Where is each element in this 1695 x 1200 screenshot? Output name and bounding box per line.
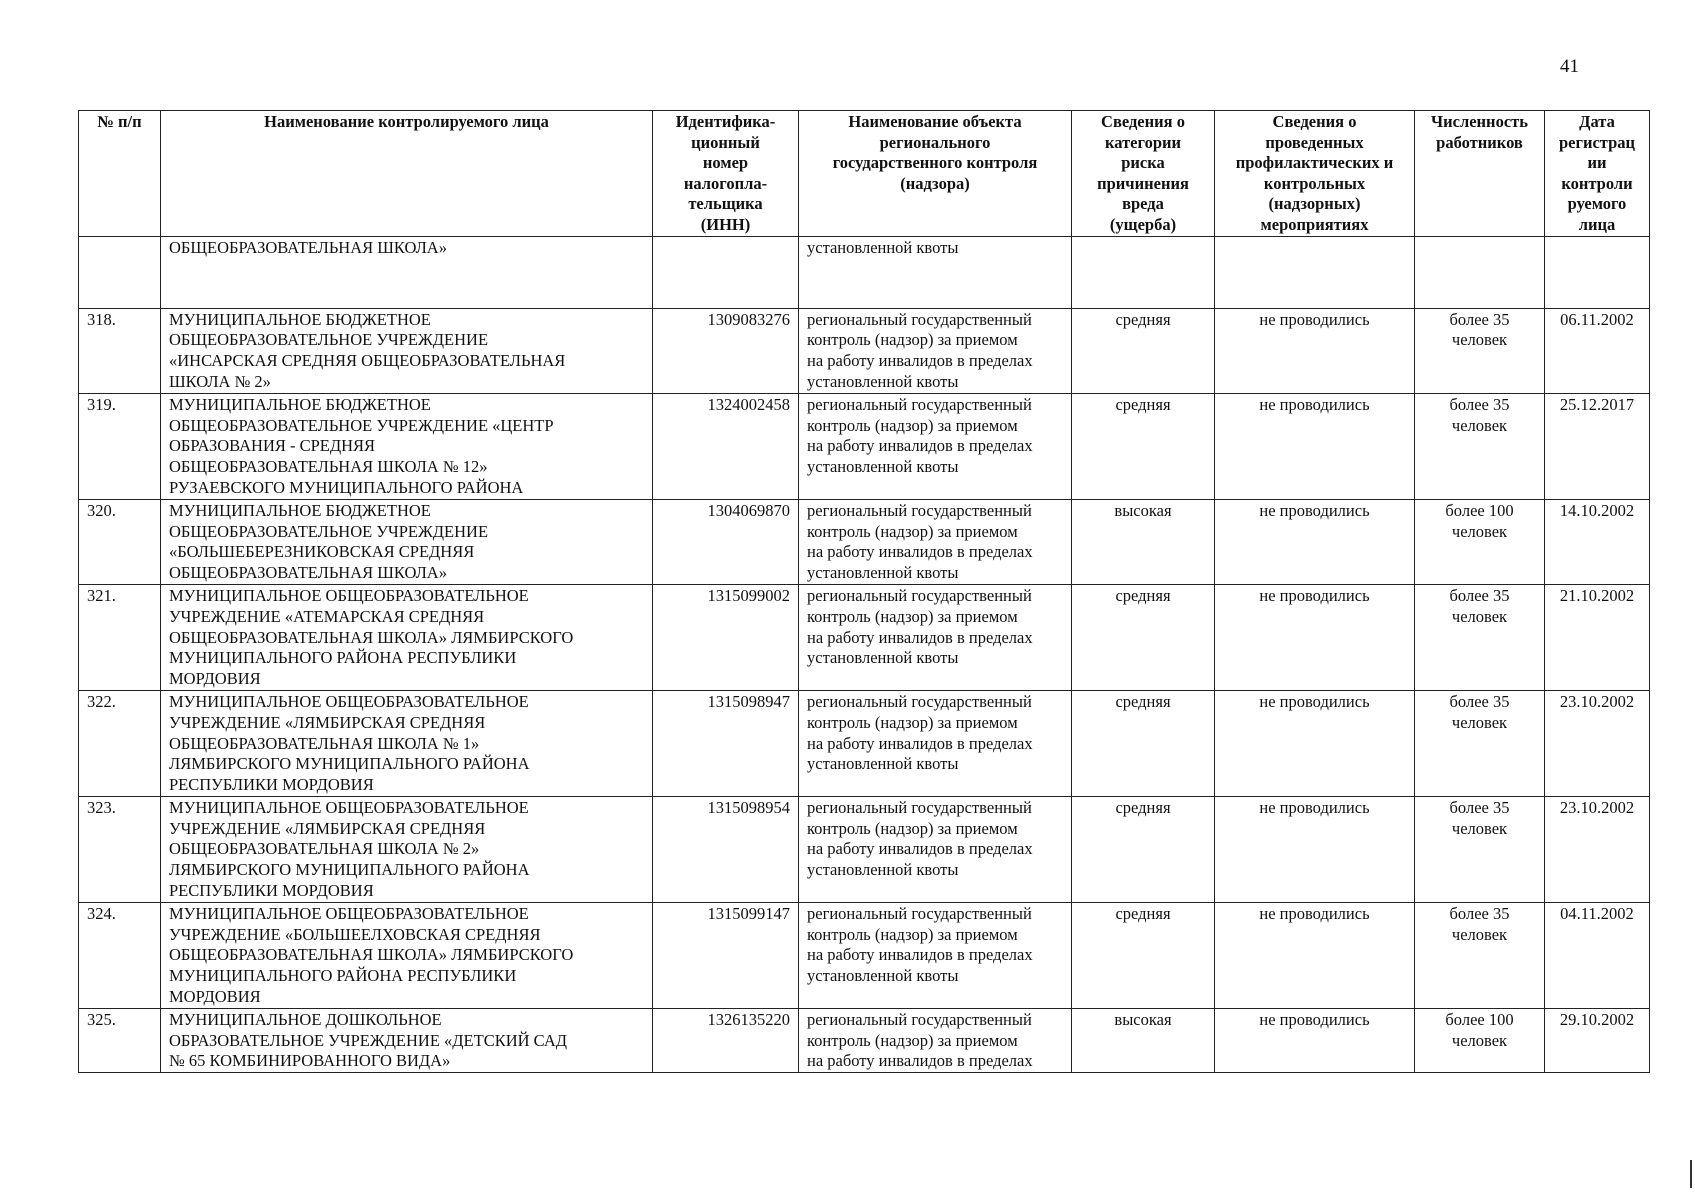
column-header-line: государственного контроля xyxy=(832,153,1038,173)
cell-risk xyxy=(1072,584,1215,690)
cell-text-line: ОБЩЕОБРАЗОВАТЕЛЬНАЯ ШКОЛА № 12» xyxy=(169,457,488,477)
cell-text-line: высокая xyxy=(1114,1009,1172,1029)
cell-name xyxy=(161,1008,653,1072)
cell-text-line: на работу инвалидов в пределах xyxy=(807,351,1033,371)
cell-text-line: «ИНСАРСКАЯ СРЕДНЯЯ ОБЩЕОБРАЗОВАТЕЛЬНАЯ xyxy=(169,351,566,371)
cell-text-line: региональный государственный xyxy=(807,797,1032,817)
cell-text-line: ОБЩЕОБРАЗОВАТЕЛЬНАЯ ШКОЛА» xyxy=(169,563,447,583)
cell-num xyxy=(79,902,161,1008)
cell-text-line: региональный государственный xyxy=(807,500,1032,520)
cell-text-line: РЕСПУБЛИКИ МОРДОВИЯ xyxy=(169,775,374,795)
cell-text-line: человек xyxy=(1451,818,1508,838)
cell-text-line: не проводились xyxy=(1259,394,1370,414)
cell-object xyxy=(799,902,1072,1008)
cell-events xyxy=(1215,584,1415,690)
cell-text-line: 1304069870 xyxy=(707,500,790,520)
table-row xyxy=(79,796,1650,902)
cell-text-line: МУНИЦИПАЛЬНОЕ ОБЩЕОБРАЗОВАТЕЛЬНОЕ xyxy=(169,797,529,817)
column-header-line: работников xyxy=(1436,132,1523,152)
column-header-line: Дата xyxy=(1579,112,1615,131)
cell-staff xyxy=(1415,308,1545,393)
cell-text-line: контроль (надзор) за приемом xyxy=(807,712,1018,732)
table-row xyxy=(79,393,1650,499)
table-row xyxy=(79,499,1650,584)
cell-text-line: 1315098954 xyxy=(707,797,790,817)
column-header-object xyxy=(799,111,1072,237)
cell-text-line: 1315098947 xyxy=(707,691,790,711)
cell-text-line: УЧРЕЖДЕНИЕ «АТЕМАРСКАЯ СРЕДНЯЯ xyxy=(169,606,485,626)
cell-text-line: РЕСПУБЛИКИ МОРДОВИЯ xyxy=(169,881,374,901)
cell-text-line: 325. xyxy=(87,1009,116,1029)
cell-text-line: человек xyxy=(1451,924,1508,944)
cell-text-line: не проводились xyxy=(1259,585,1370,605)
cell-text-line: 322. xyxy=(87,691,116,711)
cell-risk xyxy=(1072,393,1215,499)
column-header-line: налогопла- xyxy=(683,173,768,193)
cell-text-line: более 100 xyxy=(1445,1009,1514,1029)
column-header-line: лица xyxy=(1578,214,1616,234)
column-header-line: руемого xyxy=(1567,194,1627,214)
cell-text-line: МУНИЦИПАЛЬНОЕ БЮДЖЕТНОЕ xyxy=(169,309,431,329)
cell-text-line: ОБЩЕОБРАЗОВАТЕЛЬНАЯ ШКОЛА» ЛЯМБИРСКОГО xyxy=(169,945,574,965)
cell-text-line: МУНИЦИПАЛЬНОЕ ОБЩЕОБРАЗОВАТЕЛЬНОЕ xyxy=(169,691,529,711)
cell-text-line: человек xyxy=(1451,521,1508,541)
cell-staff xyxy=(1415,499,1545,584)
cell-text-line: на работу инвалидов в пределах xyxy=(807,436,1033,456)
column-header-date xyxy=(1545,111,1650,237)
cell-events xyxy=(1215,1008,1415,1072)
cell-text-line: установленной квоты xyxy=(807,648,959,668)
cell-text-line: МУНИЦИПАЛЬНОЕ ДОШКОЛЬНОЕ xyxy=(169,1009,442,1029)
cell-text-line: контроль (надзор) за приемом xyxy=(807,415,1018,435)
cell-text-line: УЧРЕЖДЕНИЕ «ЛЯМБИРСКАЯ СРЕДНЯЯ xyxy=(169,712,486,732)
cell-text-line: ШКОЛА № 2» xyxy=(169,371,271,391)
cell-num xyxy=(79,499,161,584)
cell-text-line: установленной квоты xyxy=(807,237,959,257)
column-header-line: (надзора) xyxy=(900,173,970,193)
column-header-line: (надзорных) xyxy=(1268,194,1361,214)
column-header-line: Численность xyxy=(1431,112,1528,131)
scan-edge-mark xyxy=(1690,1160,1692,1188)
column-header-line: мероприятиях xyxy=(1260,214,1369,234)
column-header-line: Сведения о xyxy=(1272,112,1357,131)
cell-text-line: контроль (надзор) за приемом xyxy=(807,606,1018,626)
cell-date xyxy=(1545,1008,1650,1072)
cell-text-line: человек xyxy=(1451,606,1508,626)
cell-risk xyxy=(1072,1008,1215,1072)
cell-text-line: средняя xyxy=(1115,585,1171,605)
cell-text-line: более 35 xyxy=(1449,797,1510,817)
cell-name xyxy=(161,902,653,1008)
cell-text-line: человек xyxy=(1451,415,1508,435)
cell-date xyxy=(1545,393,1650,499)
cell-text-line: «БОЛЬШЕБЕРЕЗНИКОВСКАЯ СРЕДНЯЯ xyxy=(169,542,475,562)
cell-risk xyxy=(1072,308,1215,393)
cell-text-line: 29.10.2002 xyxy=(1559,1009,1635,1029)
cell-inn xyxy=(653,393,799,499)
cell-text-line: более 35 xyxy=(1449,691,1510,711)
cell-text-line: МУНИЦИПАЛЬНОЕ ОБЩЕОБРАЗОВАТЕЛЬНОЕ xyxy=(169,903,529,923)
column-header-line: (ущерба) xyxy=(1109,214,1177,234)
cell-text-line: 1326135220 xyxy=(707,1009,790,1029)
cell-risk xyxy=(1072,236,1215,308)
cell-text-line: № 65 КОМБИНИРОВАННОГО ВИДА» xyxy=(169,1051,451,1071)
cell-text-line: не проводились xyxy=(1259,309,1370,329)
cell-text-line: УЧРЕЖДЕНИЕ «ЛЯМБИРСКАЯ СРЕДНЯЯ xyxy=(169,818,486,838)
cell-object xyxy=(799,796,1072,902)
table-row xyxy=(79,902,1650,1008)
cell-staff xyxy=(1415,236,1545,308)
cell-text-line: ОБЩЕОБРАЗОВАТЕЛЬНОЕ УЧРЕЖДЕНИЕ xyxy=(169,330,489,350)
cell-date xyxy=(1545,902,1650,1008)
cell-text-line: человек xyxy=(1451,330,1508,350)
cell-text-line: 318. xyxy=(87,309,116,329)
cell-text-line: 14.10.2002 xyxy=(1559,500,1635,520)
cell-text-line: МУНИЦИПАЛЬНОГО РАЙОНА РЕСПУБЛИКИ xyxy=(169,648,517,668)
cell-events xyxy=(1215,308,1415,393)
cell-text-line: человек xyxy=(1451,1030,1508,1050)
cell-text-line: средняя xyxy=(1115,797,1171,817)
cell-inn xyxy=(653,1008,799,1072)
cell-text-line: 320. xyxy=(87,500,116,520)
cell-text-line: не проводились xyxy=(1259,500,1370,520)
table-body xyxy=(79,236,1650,1073)
cell-num xyxy=(79,584,161,690)
cell-name xyxy=(161,796,653,902)
cell-num xyxy=(79,393,161,499)
cell-text-line: установленной квоты xyxy=(807,860,959,880)
column-header-line: риска xyxy=(1121,153,1165,173)
cell-text-line: на работу инвалидов в пределах xyxy=(807,1051,1033,1071)
cell-text-line: ОБЩЕОБРАЗОВАТЕЛЬНОЕ УЧРЕЖДЕНИЕ xyxy=(169,521,489,541)
cell-text-line: ОБРАЗОВАТЕЛЬНОЕ УЧРЕЖДЕНИЕ «ДЕТСКИЙ САД xyxy=(169,1030,568,1050)
cell-risk xyxy=(1072,796,1215,902)
column-header-line: Наименование контролируемого лица xyxy=(264,112,549,131)
cell-date xyxy=(1545,690,1650,796)
table-header-row xyxy=(79,111,1650,237)
cell-text-line: МОРДОВИЯ xyxy=(169,669,261,689)
cell-object xyxy=(799,1008,1072,1072)
cell-staff xyxy=(1415,902,1545,1008)
cell-events xyxy=(1215,902,1415,1008)
cell-inn xyxy=(653,584,799,690)
cell-text-line: более 35 xyxy=(1449,394,1510,414)
cell-object xyxy=(799,308,1072,393)
column-header-line: контроли xyxy=(1561,173,1633,193)
column-header-line: № п/п xyxy=(97,112,142,131)
cell-name xyxy=(161,499,653,584)
cell-text-line: средняя xyxy=(1115,309,1171,329)
cell-text-line: ОБЩЕОБРАЗОВАТЕЛЬНАЯ ШКОЛА № 1» xyxy=(169,733,480,753)
cell-text-line: ЛЯМБИРСКОГО МУНИЦИПАЛЬНОГО РАЙОНА xyxy=(169,860,530,880)
cell-text-line: на работу инвалидов в пределах xyxy=(807,839,1033,859)
table-row xyxy=(79,236,1650,308)
cell-text-line: МУНИЦИПАЛЬНОЕ БЮДЖЕТНОЕ xyxy=(169,394,431,414)
column-header-risk xyxy=(1072,111,1215,237)
column-header-line: контрольных xyxy=(1263,173,1366,193)
column-header-line: ии xyxy=(1587,153,1607,173)
cell-name xyxy=(161,690,653,796)
cell-text-line: установленной квоты xyxy=(807,457,959,477)
cell-text-line: на работу инвалидов в пределах xyxy=(807,945,1033,965)
cell-object xyxy=(799,393,1072,499)
cell-date xyxy=(1545,236,1650,308)
cell-text-line: 06.11.2002 xyxy=(1560,309,1634,329)
page-number: 41 xyxy=(1560,56,1579,77)
cell-staff xyxy=(1415,584,1545,690)
cell-text-line: на работу инвалидов в пределах xyxy=(807,733,1033,753)
cell-text-line: ОБЩЕОБРАЗОВАТЕЛЬНАЯ ШКОЛА № 2» xyxy=(169,839,480,859)
column-header-line: категории xyxy=(1104,132,1182,152)
column-header-line: тельщика xyxy=(688,194,763,214)
cell-text-line: региональный государственный xyxy=(807,309,1032,329)
cell-text-line: установленной квоты xyxy=(807,966,959,986)
cell-text-line: МУНИЦИПАЛЬНОГО РАЙОНА РЕСПУБЛИКИ xyxy=(169,966,517,986)
cell-risk xyxy=(1072,499,1215,584)
cell-num xyxy=(79,690,161,796)
column-header-name xyxy=(161,111,653,237)
cell-text-line: ЛЯМБИРСКОГО МУНИЦИПАЛЬНОГО РАЙОНА xyxy=(169,754,530,774)
cell-text-line: установленной квоты xyxy=(807,563,959,583)
cell-text-line: не проводились xyxy=(1259,903,1370,923)
cell-risk xyxy=(1072,690,1215,796)
cell-events xyxy=(1215,393,1415,499)
cell-text-line: более 35 xyxy=(1449,309,1510,329)
cell-text-line: 25.12.2017 xyxy=(1559,394,1635,414)
cell-text-line: 23.10.2002 xyxy=(1559,797,1635,817)
cell-staff xyxy=(1415,1008,1545,1072)
table-row xyxy=(79,690,1650,796)
column-header-line: Идентифика- xyxy=(675,112,776,131)
column-header-line: причинения xyxy=(1097,173,1189,193)
column-header-line: профилактических и xyxy=(1235,153,1394,173)
cell-text-line: контроль (надзор) за приемом xyxy=(807,818,1018,838)
column-header-line: (ИНН) xyxy=(700,214,751,234)
cell-object xyxy=(799,499,1072,584)
cell-events xyxy=(1215,499,1415,584)
cell-text-line: средняя xyxy=(1115,691,1171,711)
column-header-line: номер xyxy=(702,153,749,173)
cell-text-line: региональный государственный xyxy=(807,585,1032,605)
column-header-line: регионального xyxy=(879,132,991,152)
cell-text-line: на работу инвалидов в пределах xyxy=(807,627,1033,647)
column-header-line: регистрац xyxy=(1558,132,1636,152)
cell-text-line: 324. xyxy=(87,903,116,923)
table-row xyxy=(79,308,1650,393)
cell-text-line: человек xyxy=(1451,712,1508,732)
table-row xyxy=(79,584,1650,690)
cell-text-line: УЧРЕЖДЕНИЕ «БОЛЬШЕЕЛХОВСКАЯ СРЕДНЯЯ xyxy=(169,924,541,944)
cell-staff xyxy=(1415,690,1545,796)
column-header-line: Наименование объекта xyxy=(848,112,1022,131)
cell-text-line: установленной квоты xyxy=(807,754,959,774)
cell-text-line: 04.11.2002 xyxy=(1560,903,1634,923)
cell-text-line: 1315099147 xyxy=(707,903,790,923)
cell-text-line: МУНИЦИПАЛЬНОЕ БЮДЖЕТНОЕ xyxy=(169,500,431,520)
cell-text-line: контроль (надзор) за приемом xyxy=(807,521,1018,541)
cell-num xyxy=(79,236,161,308)
cell-text-line: 321. xyxy=(87,585,116,605)
cell-events xyxy=(1215,796,1415,902)
cell-text-line: МУНИЦИПАЛЬНОЕ ОБЩЕОБРАЗОВАТЕЛЬНОЕ xyxy=(169,585,529,605)
cell-text-line: 323. xyxy=(87,797,116,817)
cell-text-line: 21.10.2002 xyxy=(1559,585,1635,605)
cell-date xyxy=(1545,796,1650,902)
cell-inn xyxy=(653,690,799,796)
cell-text-line: РУЗАЕВСКОГО МУНИЦИПАЛЬНОГО РАЙОНА xyxy=(169,477,524,497)
cell-staff xyxy=(1415,393,1545,499)
cell-text-line: контроль (надзор) за приемом xyxy=(807,1030,1018,1050)
column-header-events xyxy=(1215,111,1415,237)
controlled-entities-table xyxy=(78,110,1650,1073)
cell-text-line: 23.10.2002 xyxy=(1559,691,1635,711)
cell-inn xyxy=(653,499,799,584)
cell-text-line: контроль (надзор) за приемом xyxy=(807,330,1018,350)
cell-text-line: ОБЩЕОБРАЗОВАТЕЛЬНАЯ ШКОЛА» ЛЯМБИРСКОГО xyxy=(169,627,574,647)
cell-staff xyxy=(1415,796,1545,902)
cell-text-line: более 35 xyxy=(1449,585,1510,605)
cell-text-line: не проводились xyxy=(1259,797,1370,817)
cell-text-line: контроль (надзор) за приемом xyxy=(807,924,1018,944)
cell-name xyxy=(161,393,653,499)
cell-object xyxy=(799,690,1072,796)
cell-events xyxy=(1215,236,1415,308)
column-header-line: Сведения о xyxy=(1101,112,1185,131)
cell-text-line: 1309083276 xyxy=(707,309,790,329)
cell-date xyxy=(1545,584,1650,690)
column-header-line: вреда xyxy=(1122,194,1164,214)
cell-text-line: региональный государственный xyxy=(807,394,1032,414)
cell-inn xyxy=(653,236,799,308)
column-header-line: проведенных xyxy=(1265,132,1364,152)
cell-name xyxy=(161,236,653,308)
cell-inn xyxy=(653,902,799,1008)
cell-text-line: региональный государственный xyxy=(807,1009,1032,1029)
cell-risk xyxy=(1072,902,1215,1008)
cell-text-line: региональный государственный xyxy=(807,691,1032,711)
cell-date xyxy=(1545,499,1650,584)
cell-text-line: средняя xyxy=(1115,394,1171,414)
column-header-inn xyxy=(653,111,799,237)
cell-text-line: региональный государственный xyxy=(807,903,1032,923)
cell-text-line: ОБРАЗОВАНИЯ - СРЕДНЯЯ xyxy=(169,436,376,456)
cell-name xyxy=(161,584,653,690)
column-header-staff xyxy=(1415,111,1545,237)
cell-num xyxy=(79,796,161,902)
column-header-line: ционный xyxy=(691,132,760,152)
cell-text-line: 1324002458 xyxy=(707,394,790,414)
cell-events xyxy=(1215,690,1415,796)
cell-text-line: МОРДОВИЯ xyxy=(169,987,261,1007)
cell-num xyxy=(79,1008,161,1072)
cell-text-line: более 100 xyxy=(1445,500,1514,520)
column-header-num xyxy=(79,111,161,237)
cell-text-line: на работу инвалидов в пределах xyxy=(807,542,1033,562)
cell-text-line: 1315099002 xyxy=(707,585,790,605)
cell-inn xyxy=(653,308,799,393)
cell-text-line: высокая xyxy=(1114,500,1172,520)
table-row xyxy=(79,1008,1650,1072)
cell-num xyxy=(79,308,161,393)
cell-text-line: 319. xyxy=(87,394,116,414)
cell-text-line: ОБЩЕОБРАЗОВАТЕЛЬНАЯ ШКОЛА» xyxy=(169,237,447,257)
cell-text-line: ОБЩЕОБРАЗОВАТЕЛЬНОЕ УЧРЕЖДЕНИЕ «ЦЕНТР xyxy=(169,415,554,435)
cell-name xyxy=(161,308,653,393)
cell-text-line: средняя xyxy=(1115,903,1171,923)
cell-text-line: более 35 xyxy=(1449,903,1510,923)
cell-object xyxy=(799,236,1072,308)
cell-inn xyxy=(653,796,799,902)
cell-date xyxy=(1545,308,1650,393)
cell-text-line: установленной квоты xyxy=(807,371,959,391)
cell-object xyxy=(799,584,1072,690)
cell-text-line: не проводились xyxy=(1259,691,1370,711)
cell-text-line: не проводились xyxy=(1259,1009,1370,1029)
